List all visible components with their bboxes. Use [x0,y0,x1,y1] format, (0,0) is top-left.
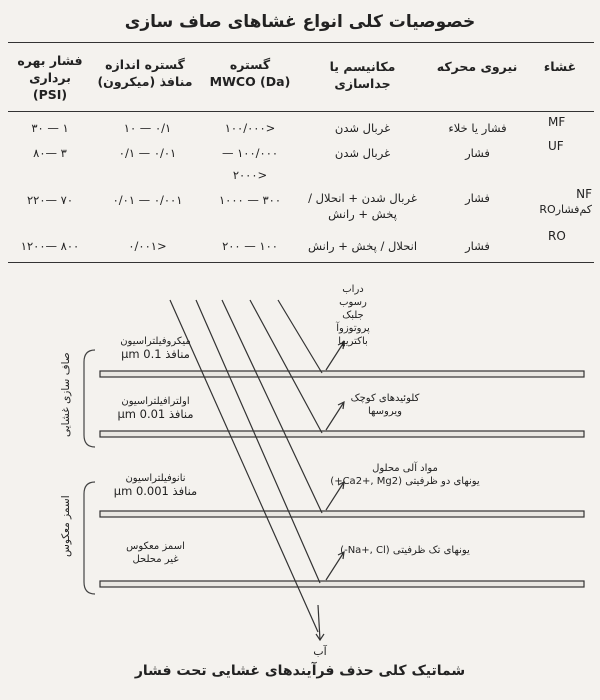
flow-line-colloids [250,300,322,433]
flow-line-monovalent [196,300,320,583]
row-mf-pressure: ۱ — ۳۰ [31,121,69,135]
row-mf-force: فشار یا خلاء [448,121,507,135]
arrow-water [318,605,320,640]
water-label: آب [313,645,327,658]
bracket-membrane-filtration [84,350,95,447]
flow-line-particles [278,300,322,373]
row-mf-membrane: MF [548,115,566,129]
row-mf-pore: ۰/۱ — ۱۰ [123,121,172,135]
row-uf-pressure: ۳ —۸۰ [33,146,67,160]
membrane-bar-mf [100,371,584,377]
row-mf-mechanism: غربال شدن [334,121,391,135]
header-mechanism: مکانیسم یا جداسازی [329,59,396,91]
layer-ro-label: اسمز معکوس غیر محلحل [126,541,185,565]
row-nf-pressure: ۷۰ —۲۲۰ [26,193,74,207]
row-nf-mechanism: غربال شدن + انحلال / پخش + رانش [308,191,417,221]
header-pore-size: گستره اندازه منافذ (میکرون) [97,57,193,89]
row-ro-pressure: ۸۰۰ —۱۲۰۰ [20,239,80,253]
row-nf-membrane: NF کم‌فشارRO [539,187,592,216]
row-nf-range: ۳۰۰ — ۱۰۰۰ [218,193,282,207]
figure-caption: شماتیک کلی حذف فرآیندهای غشایی تحت فشار [134,663,466,679]
row-uf-range: ۱۰۰/۰۰۰ — <۲۰۰۰ [221,146,279,182]
layer-uf-label: اولترافیلتراسیون منافذ 0.01 μm [117,396,194,421]
row-nf-force: فشار [465,191,490,205]
membrane-bar-uf [100,431,584,437]
passes-nf-label: مواد آلی محلول یونهای دو ظرفیتی (Ca2+, Mg2+) [330,463,480,487]
diagram-top-labels: دراب رسوب جلبک پروتوزوآ باکتریها [336,284,370,347]
row-ro-force: فشار [465,239,490,253]
layer-mf-label: میکروفیلتراسیون منافذ 0.1 μm [120,336,191,361]
header-membrane: غشاء [543,59,577,74]
row-uf-mechanism: غربال شدن [334,146,391,160]
row-ro-mechanism: انحلال / پخش + رانش [307,239,418,253]
page-title: خصوصیات کلی انواع غشاهای صاف سازی [124,12,476,32]
row-nf-pore: ۰/۰۰۱ — ۰/۰۱ [112,193,183,207]
row-uf-pore: ۰/۰۱ — ۰/۱ [118,146,177,160]
bracket-reverse-osmosis [84,482,95,594]
side-label-membrane-filtration: صاف سازی غشایی [60,352,72,437]
row-uf-force: فشار [465,146,490,160]
header-driving-force: نیروی محرکه [436,59,518,74]
header-pressure: فشار بهره برداری (PSI) [17,53,83,102]
membrane-bar-nf [100,511,584,517]
header-range: گستره (Da) MWCO [209,57,291,89]
side-label-reverse-osmosis: اسمز معکوس [60,495,72,557]
row-ro-pore: <۰/۰۰۱ [128,239,167,253]
layer-nf-label: نانوفیلتراسیون منافذ 0.001 μm [113,473,198,498]
row-ro-membrane: RO [548,229,566,243]
row-ro-range: ۱۰۰ — ۲۰۰ [222,239,278,253]
membrane-bar-ro [100,581,584,587]
row-uf-membrane: UF [548,139,564,153]
passes-ro-label: یونهای تک ظرفیتی (Na+, Cl-) [340,545,470,556]
passes-uf-label: کلوئیدهای کوچک ویروسها [350,393,420,417]
row-mf-range: <۱۰۰/۰۰۰ [224,121,276,135]
